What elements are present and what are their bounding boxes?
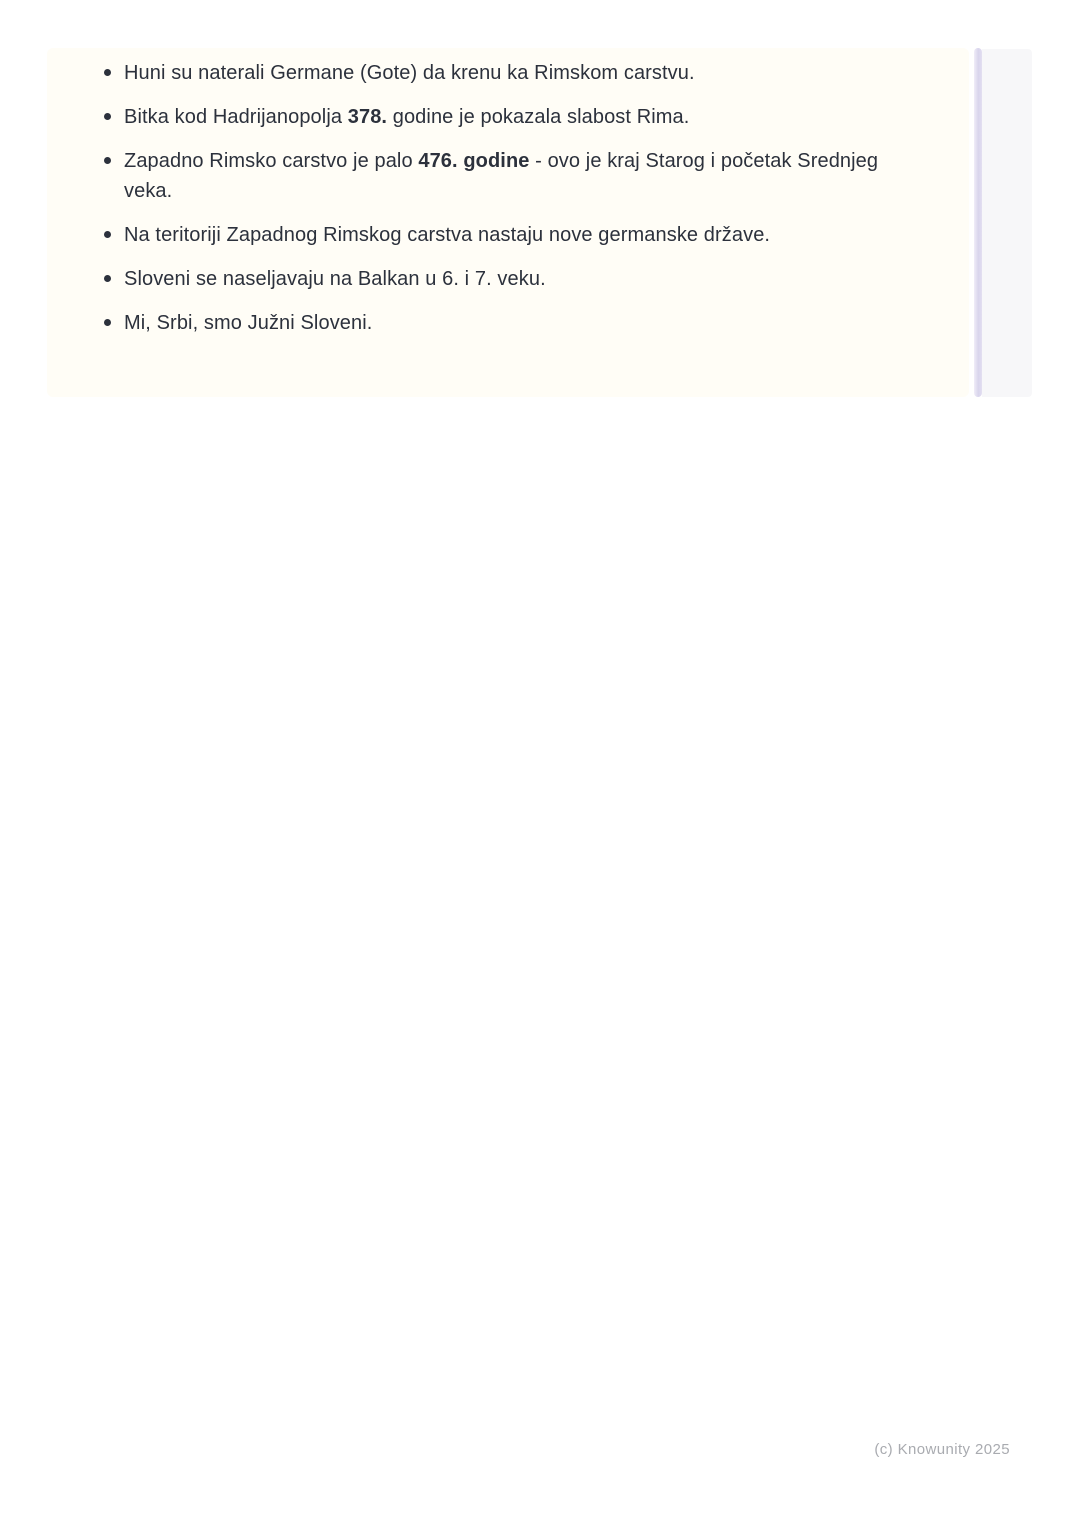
bullet-dot <box>104 69 111 76</box>
bullet-dot <box>104 275 111 282</box>
bullet-dot <box>104 319 111 326</box>
next-page-edge[interactable] <box>982 49 1032 397</box>
bullet-text: Zapadno Rimsko carstvo je palo <box>124 150 419 172</box>
list-item <box>124 146 894 206</box>
bullet-text-bold: 476. godine <box>418 150 530 172</box>
list-item <box>124 308 894 338</box>
bullet-list <box>47 48 969 338</box>
list-item <box>124 220 894 250</box>
list-item <box>124 58 894 88</box>
bullet-text: Sloveni se naseljavaju na Balkan u 6. i 7. veku. <box>124 268 546 290</box>
bullet-dot <box>104 231 111 238</box>
bullet-dot <box>104 113 111 120</box>
bullet-text: Huni su naterali Germane (Gote) da krenu ka Rimskom carstvu. <box>124 62 695 84</box>
list-item <box>124 102 894 132</box>
bullet-text-bold: 378. <box>347 106 388 128</box>
bullet-text: Mi, Srbi, smo Južni Sloveni. <box>124 312 373 334</box>
bullet-text: Na teritoriji Zapadnog Rimskog carstva nastaju nove germanske države. <box>124 224 771 246</box>
list-item <box>124 264 894 294</box>
scrollbar-thumb[interactable] <box>974 48 982 397</box>
bullet-text: - ovo je kraj Starog i početak Srednjeg veka. <box>124 150 879 202</box>
bullet-dot <box>104 157 111 164</box>
bullet-text: godine je pokazala slabost Rima. <box>387 106 690 128</box>
bullet-text: Bitka kod Hadrijanopolja <box>124 106 348 128</box>
note-card <box>47 48 969 397</box>
copyright-watermark: (c) Knowunity 2025 <box>874 1441 1010 1458</box>
